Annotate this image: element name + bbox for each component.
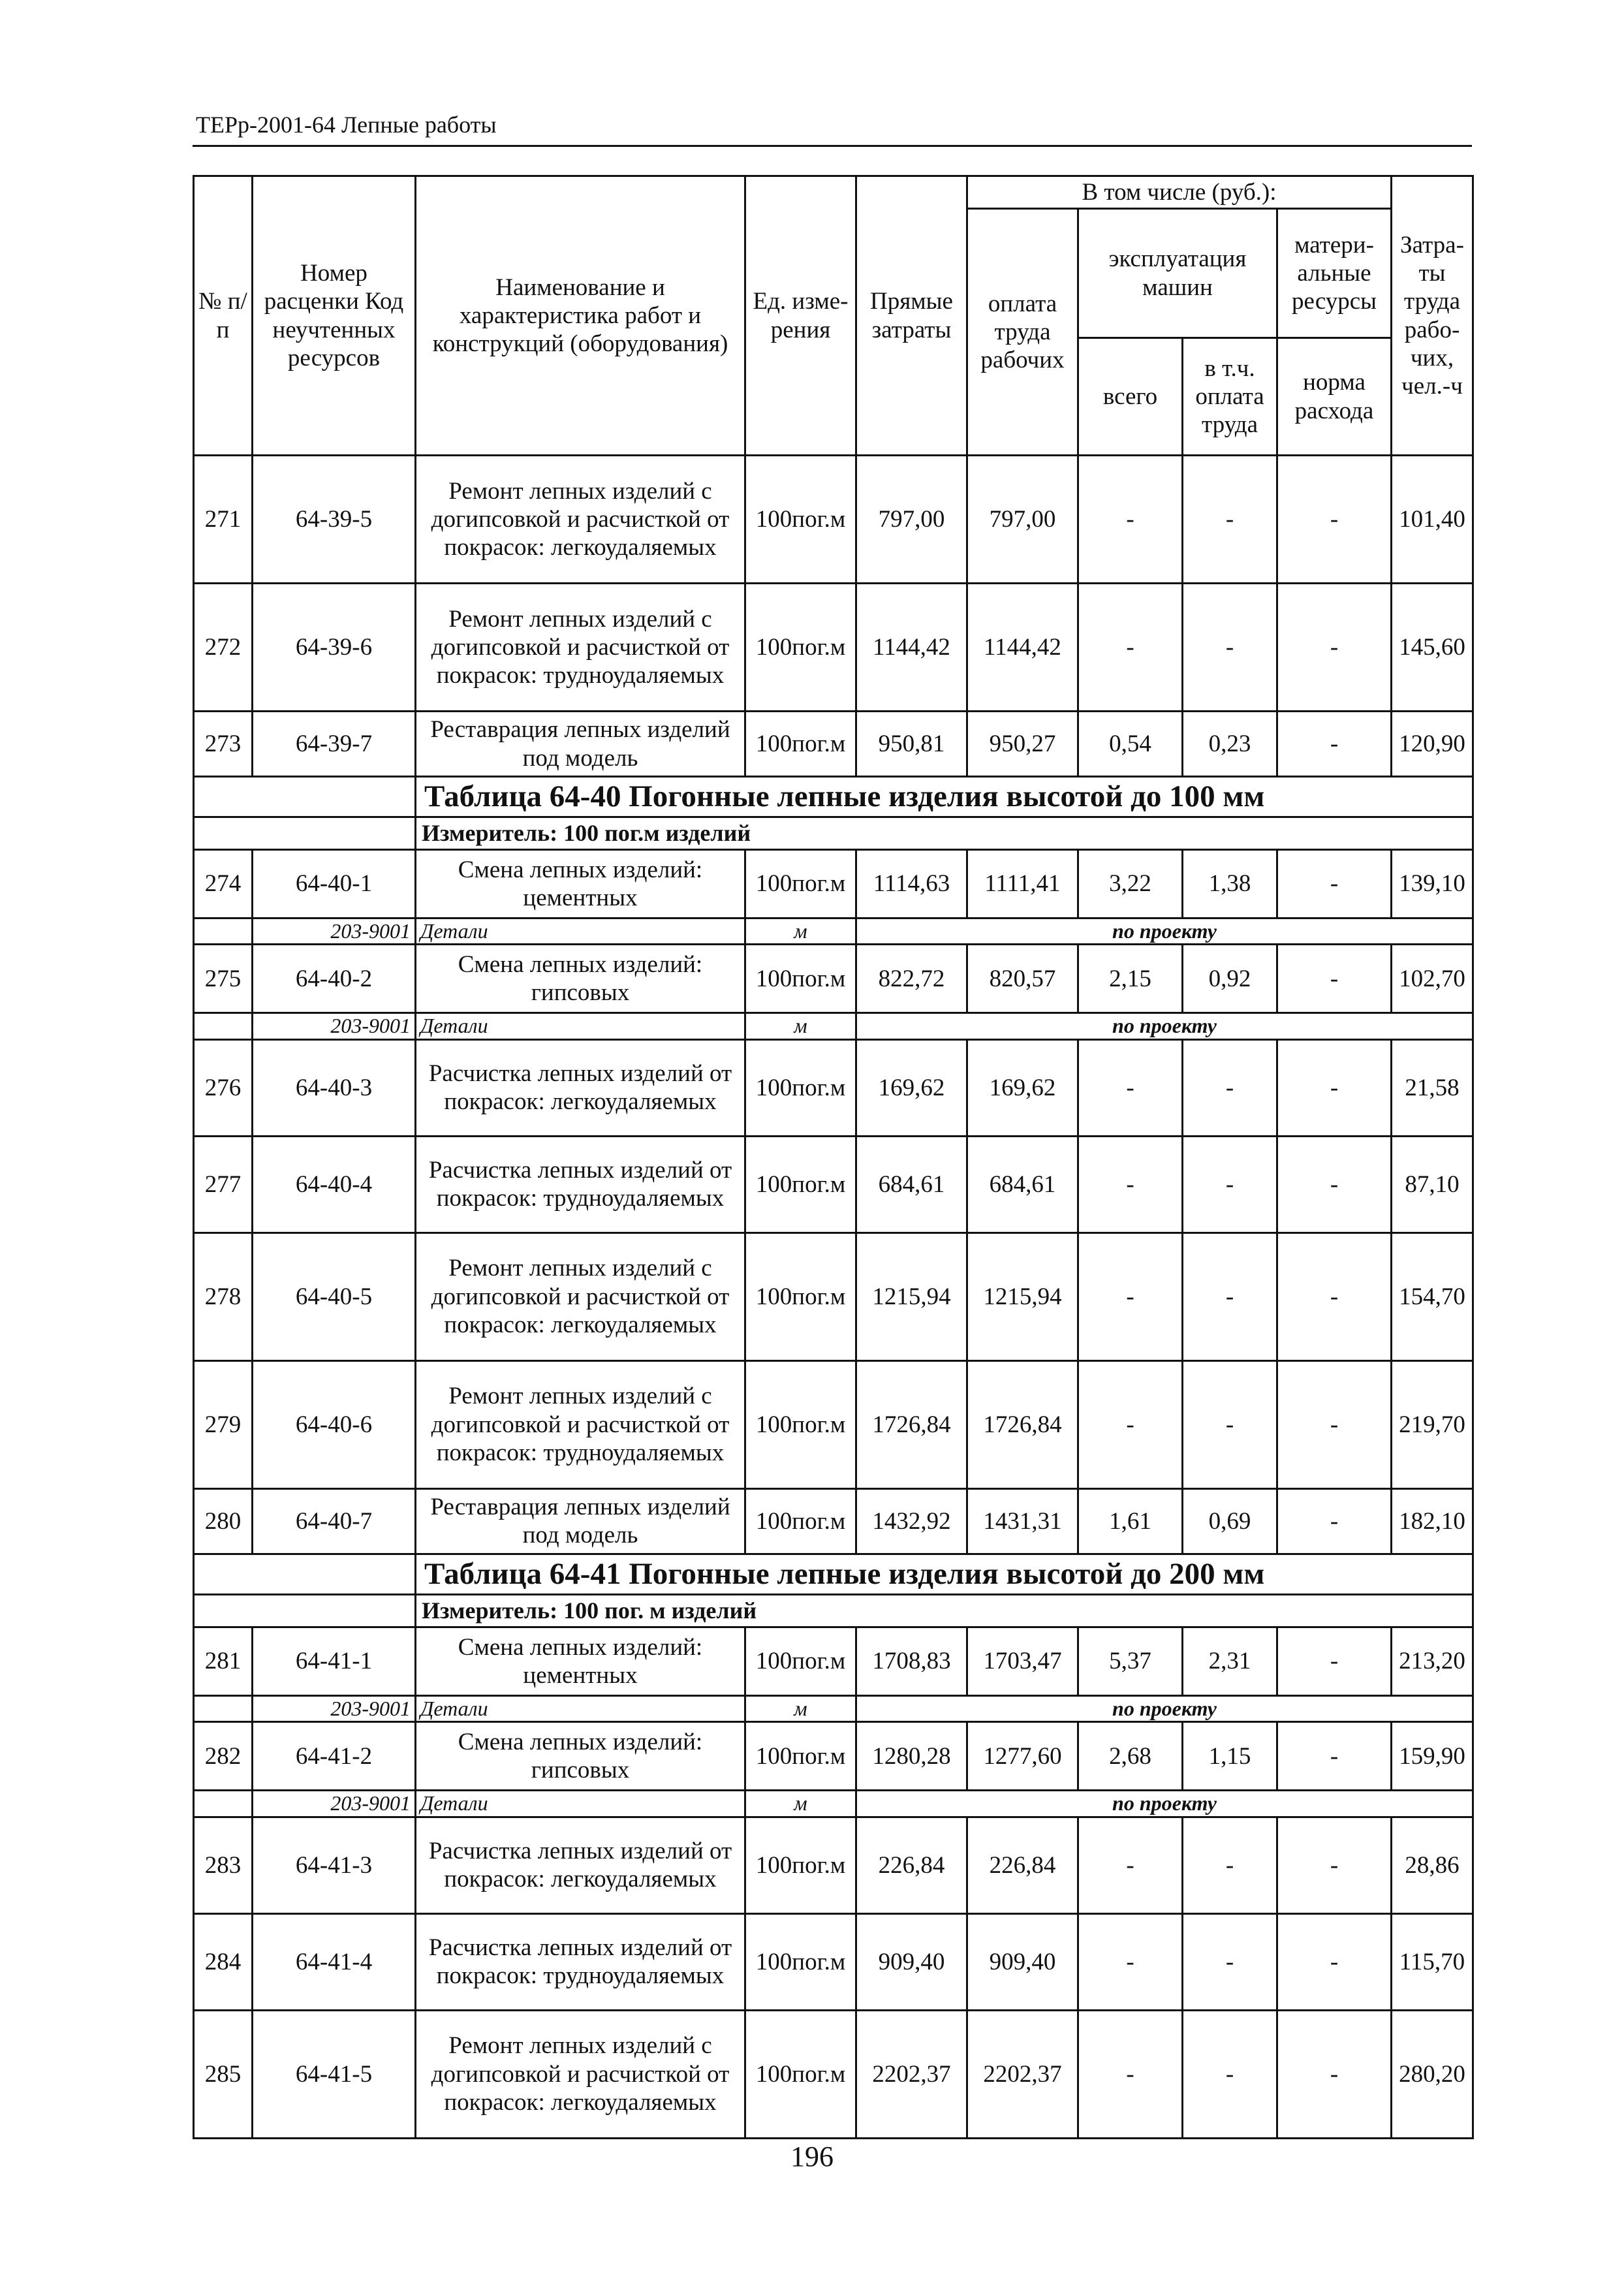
row-direct: 1114,63: [856, 850, 967, 918]
resource-name: Детали: [416, 1695, 745, 1721]
row-labor: 159,90: [1392, 1722, 1473, 1791]
row-machines-wage: 0,69: [1183, 1488, 1277, 1554]
row-direct: 684,61: [856, 1136, 967, 1232]
table-title: Таблица 64-41 Погонные лепные изделия высотой до 200 мм: [416, 1554, 1473, 1594]
row-unit: 100пог.м: [745, 1039, 856, 1136]
row-materials: -: [1277, 456, 1392, 584]
row-machines-wage: -: [1183, 584, 1277, 712]
row-machines-wage: -: [1183, 1039, 1277, 1136]
row-direct: 822,72: [856, 945, 967, 1013]
resource-code: 203-9001: [253, 918, 416, 945]
row-labor: 145,60: [1392, 584, 1473, 712]
row-materials: -: [1277, 712, 1392, 777]
row-code: 64-40-7: [253, 1488, 416, 1554]
row-machines: 2,15: [1078, 945, 1183, 1013]
row-machines: -: [1078, 1913, 1183, 2010]
col-header-num: № п/п: [194, 176, 253, 456]
row-code: 64-41-4: [253, 1913, 416, 2010]
resource-row: [194, 1013, 1473, 1039]
row-labor: 120,90: [1392, 712, 1473, 777]
row-labor: 28,86: [1392, 1817, 1473, 1913]
row-materials: -: [1277, 1232, 1392, 1360]
resource-code: 203-9001: [253, 1791, 416, 1817]
row-materials: -: [1277, 1039, 1392, 1136]
row-num: 274: [194, 850, 253, 918]
row-name: Ремонт лепных изделий с догипсовкой и расчисткой от покрасок: легкоудаляемых: [416, 2010, 745, 2138]
row-labor: 101,40: [1392, 456, 1473, 584]
col-header-name: Наименование и характеристика работ и конструкций (оборудования): [416, 176, 745, 456]
row-materials: -: [1277, 1488, 1392, 1554]
row-wage: 226,84: [967, 1817, 1078, 1913]
resource-unit: м: [745, 1013, 856, 1039]
table-row: [194, 1722, 1473, 1791]
row-num: 273: [194, 712, 253, 777]
row-direct: 909,40: [856, 1913, 967, 2010]
table-title: Таблица 64-40 Погонные лепные изделия высотой до 100 мм: [416, 777, 1473, 817]
row-labor: 21,58: [1392, 1039, 1473, 1136]
row-machines: -: [1078, 1232, 1183, 1360]
row-code: 64-40-5: [253, 1232, 416, 1360]
row-num: 272: [194, 584, 253, 712]
row-machines: -: [1078, 1039, 1183, 1136]
table-row: [194, 584, 1473, 712]
page-number: 196: [790, 2141, 834, 2173]
row-wage: 1111,41: [967, 850, 1078, 918]
row-labor: 115,70: [1392, 1913, 1473, 2010]
row-labor: 154,70: [1392, 1232, 1473, 1360]
row-code: 64-40-6: [253, 1360, 416, 1488]
row-code: 64-40-1: [253, 850, 416, 918]
row-num: 280: [194, 1488, 253, 1554]
table-row: [194, 945, 1473, 1013]
row-materials: -: [1277, 1360, 1392, 1488]
row-materials: -: [1277, 1722, 1392, 1791]
row-num: 283: [194, 1817, 253, 1913]
row-machines-wage: -: [1183, 456, 1277, 584]
row-materials: -: [1277, 1627, 1392, 1695]
resource-norm: по проекту: [856, 1695, 1473, 1721]
row-wage: 1144,42: [967, 584, 1078, 712]
row-direct: 1726,84: [856, 1360, 967, 1488]
table-meter: Измеритель: 100 пог. м изделий: [416, 1594, 1473, 1627]
row-machines: -: [1078, 1817, 1183, 1913]
table-row: [194, 850, 1473, 918]
row-direct: 1432,92: [856, 1488, 967, 1554]
row-name: Ремонт лепных изделий с догипсовкой и расчисткой от покрасок: трудноудаляемых: [416, 1360, 745, 1488]
resource-row: [194, 918, 1473, 945]
row-name: Реставрация лепных изделий под модель: [416, 1488, 745, 1554]
row-name: Расчистка лепных изделий от покрасок: легкоудаляемых: [416, 1039, 745, 1136]
row-name: Ремонт лепных изделий с догипсовкой и расчисткой от покрасок: легкоудаляемых: [416, 1232, 745, 1360]
resource-row: [194, 1791, 1473, 1817]
table-row: [194, 1627, 1473, 1695]
row-direct: 1280,28: [856, 1722, 967, 1791]
resource-unit: м: [745, 1695, 856, 1721]
row-name: Смена лепных изделий: гипсовых: [416, 945, 745, 1013]
row-machines: 5,37: [1078, 1627, 1183, 1695]
row-machines-wage: -: [1183, 1360, 1277, 1488]
row-code: 64-41-5: [253, 2010, 416, 2138]
row-wage: 1277,60: [967, 1722, 1078, 1791]
row-code: 64-39-7: [253, 712, 416, 777]
row-num: 271: [194, 456, 253, 584]
table-row: [194, 1913, 1473, 2010]
resource-norm: по проекту: [856, 1013, 1473, 1039]
table-row: [194, 2010, 1473, 2138]
col-header-code: Номер расценки Код неучтенных ресурсов: [253, 176, 416, 456]
header-rule: [193, 145, 1472, 147]
row-wage: 820,57: [967, 945, 1078, 1013]
row-labor: 213,20: [1392, 1627, 1473, 1695]
row-code: 64-39-5: [253, 456, 416, 584]
row-code: 64-39-6: [253, 584, 416, 712]
row-machines: -: [1078, 1136, 1183, 1232]
row-name: Смена лепных изделий: цементных: [416, 850, 745, 918]
row-materials: -: [1277, 850, 1392, 918]
row-direct: 1708,83: [856, 1627, 967, 1695]
row-name: Ремонт лепных изделий с догипсовкой и расчисткой от покрасок: трудноудаляемых: [416, 584, 745, 712]
row-num: 279: [194, 1360, 253, 1488]
row-unit: 100пог.м: [745, 712, 856, 777]
row-materials: -: [1277, 1913, 1392, 2010]
col-header-wage: оплата труда рабочих: [967, 209, 1078, 456]
resource-row: [194, 1695, 1473, 1721]
row-materials: -: [1277, 584, 1392, 712]
row-machines-wage: 2,31: [1183, 1627, 1277, 1695]
row-materials: -: [1277, 945, 1392, 1013]
row-machines: 0,54: [1078, 712, 1183, 777]
row-wage: 2202,37: [967, 2010, 1078, 2138]
row-unit: 100пог.м: [745, 584, 856, 712]
row-unit: 100пог.м: [745, 2010, 856, 2138]
row-direct: 1215,94: [856, 1232, 967, 1360]
row-unit: 100пог.м: [745, 456, 856, 584]
row-unit: 100пог.м: [745, 850, 856, 918]
row-machines: -: [1078, 2010, 1183, 2138]
row-direct: 797,00: [856, 456, 967, 584]
row-direct: 226,84: [856, 1817, 967, 1913]
row-labor: 87,10: [1392, 1136, 1473, 1232]
row-num: 281: [194, 1627, 253, 1695]
row-unit: 100пог.м: [745, 1913, 856, 2010]
col-header-norm: норма расхода: [1277, 338, 1392, 456]
row-num: 277: [194, 1136, 253, 1232]
row-machines: -: [1078, 584, 1183, 712]
row-machines: 1,61: [1078, 1488, 1183, 1554]
row-name: Расчистка лепных изделий от покрасок: трудноудаляемых: [416, 1136, 745, 1232]
row-direct: 169,62: [856, 1039, 967, 1136]
row-unit: 100пог.м: [745, 1817, 856, 1913]
row-machines-wage: -: [1183, 1136, 1277, 1232]
table-meter: Измеритель: 100 пог.м изделий: [416, 817, 1473, 850]
row-code: 64-40-4: [253, 1136, 416, 1232]
row-wage: 1215,94: [967, 1232, 1078, 1360]
row-labor: 182,10: [1392, 1488, 1473, 1554]
row-labor: 102,70: [1392, 945, 1473, 1013]
row-machines: 3,22: [1078, 850, 1183, 918]
row-name: Ремонт лепных изделий с догипсовкой и расчисткой от покрасок: легкоудаляемых: [416, 456, 745, 584]
row-name: Расчистка лепных изделий от покрасок: легкоудаляемых: [416, 1817, 745, 1913]
table-row: [194, 1360, 1473, 1488]
row-wage: 684,61: [967, 1136, 1078, 1232]
row-direct: 1144,42: [856, 584, 967, 712]
row-unit: 100пог.м: [745, 1136, 856, 1232]
row-machines-wage: 1,15: [1183, 1722, 1277, 1791]
resource-name: Детали: [416, 1791, 745, 1817]
row-machines-wage: 0,23: [1183, 712, 1277, 777]
row-num: 275: [194, 945, 253, 1013]
row-direct: 950,81: [856, 712, 967, 777]
row-wage: 1703,47: [967, 1627, 1078, 1695]
table-row: [194, 712, 1473, 777]
row-code: 64-41-3: [253, 1817, 416, 1913]
row-wage: 1431,31: [967, 1488, 1078, 1554]
resource-code: 203-9001: [253, 1013, 416, 1039]
row-direct: 2202,37: [856, 2010, 967, 2138]
table-row: [194, 1488, 1473, 1554]
row-num: 276: [194, 1039, 253, 1136]
row-materials: -: [1277, 1136, 1392, 1232]
row-num: 284: [194, 1913, 253, 2010]
row-code: 64-40-3: [253, 1039, 416, 1136]
row-unit: 100пог.м: [745, 1360, 856, 1488]
row-machines-wage: -: [1183, 1232, 1277, 1360]
row-name: Расчистка лепных изделий от покрасок: трудноудаляемых: [416, 1913, 745, 2010]
resource-unit: м: [745, 1791, 856, 1817]
running-header: ТЕРр-2001-64 Лепные работы: [196, 112, 497, 138]
resource-code: 203-9001: [253, 1695, 416, 1721]
resource-norm: по проекту: [856, 1791, 1473, 1817]
row-machines-wage: -: [1183, 2010, 1277, 2138]
row-code: 64-40-2: [253, 945, 416, 1013]
col-header-machines: эксплуатация машин: [1078, 209, 1277, 338]
table-row: [194, 1817, 1473, 1913]
table-row: [194, 1039, 1473, 1136]
resource-unit: м: [745, 918, 856, 945]
row-unit: 100пог.м: [745, 1627, 856, 1695]
row-materials: -: [1277, 1817, 1392, 1913]
row-name: Смена лепных изделий: цементных: [416, 1627, 745, 1695]
row-machines: 2,68: [1078, 1722, 1183, 1791]
resource-norm: по проекту: [856, 918, 1473, 945]
row-code: 64-41-1: [253, 1627, 416, 1695]
col-header-incl: В том числе (руб.):: [967, 176, 1392, 209]
table-row: [194, 1136, 1473, 1232]
row-labor: 280,20: [1392, 2010, 1473, 2138]
row-code: 64-41-2: [253, 1722, 416, 1791]
row-machines-wage: 1,38: [1183, 850, 1277, 918]
col-header-total: всего: [1078, 338, 1183, 456]
row-unit: 100пог.м: [745, 1232, 856, 1360]
row-wage: 797,00: [967, 456, 1078, 584]
row-num: 282: [194, 1722, 253, 1791]
row-machines-wage: 0,92: [1183, 945, 1277, 1013]
row-unit: 100пог.м: [745, 945, 856, 1013]
rates-table: [193, 175, 1474, 2139]
col-header-incl-wage: в т.ч. оплата труда: [1183, 338, 1277, 456]
row-materials: -: [1277, 2010, 1392, 2138]
row-wage: 909,40: [967, 1913, 1078, 2010]
row-labor: 139,10: [1392, 850, 1473, 918]
row-name: Смена лепных изделий: гипсовых: [416, 1722, 745, 1791]
resource-name: Детали: [416, 1013, 745, 1039]
table-row: [194, 456, 1473, 584]
row-num: 278: [194, 1232, 253, 1360]
col-header-unit: Ед. изме-рения: [745, 176, 856, 456]
row-machines: -: [1078, 456, 1183, 584]
resource-name: Детали: [416, 918, 745, 945]
row-machines-wage: -: [1183, 1913, 1277, 2010]
row-machines-wage: -: [1183, 1817, 1277, 1913]
col-header-labor: Затра-ты труда рабо-чих, чел.-ч: [1392, 176, 1473, 456]
col-header-direct: Прямые затраты: [856, 176, 967, 456]
row-unit: 100пог.м: [745, 1722, 856, 1791]
row-wage: 1726,84: [967, 1360, 1078, 1488]
row-wage: 169,62: [967, 1039, 1078, 1136]
table-row: [194, 1232, 1473, 1360]
col-header-materials: матери-альные ресурсы: [1277, 209, 1392, 338]
row-machines: -: [1078, 1360, 1183, 1488]
row-unit: 100пог.м: [745, 1488, 856, 1554]
row-num: 285: [194, 2010, 253, 2138]
row-labor: 219,70: [1392, 1360, 1473, 1488]
row-name: Реставрация лепных изделий под модель: [416, 712, 745, 777]
row-wage: 950,27: [967, 712, 1078, 777]
